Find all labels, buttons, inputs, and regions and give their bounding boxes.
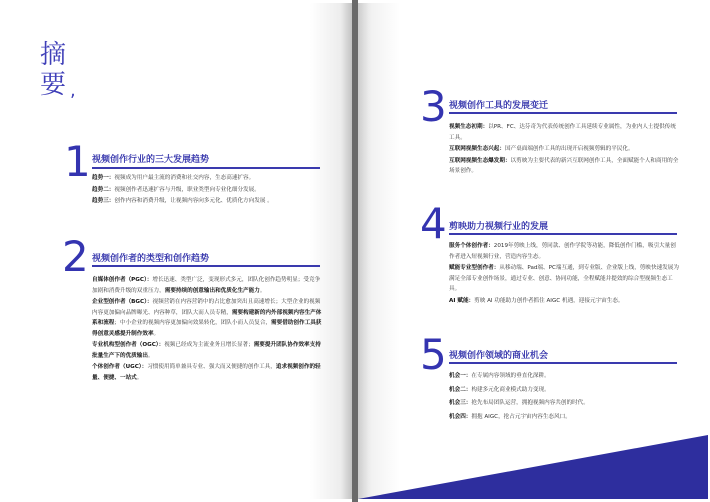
list-item: 自媒体创作者（PGC）：增长迅速、类型广泛，变现形式多元，团队化创作趋势明显；受竞争加剧和消费升级的双重压力，需要持续的创意输出和优质化生产能力。	[92, 277, 321, 294]
list-item: 赋能专业型创作者：从移动端、Pad端、PC端互通，到专业版、企业版上线，剪映快速发展为满足全部专业创作场景，通过专业、创意、协同功能，全程赋能并提效的综合型视频生态工具。	[449, 265, 679, 292]
section-1-rule	[92, 167, 320, 169]
section-5-body	[449, 370, 681, 424]
section-3-body	[449, 122, 681, 178]
spine-shadow-right	[358, 3, 372, 499]
section-1-title: 视频创作行业的三大发展趋势	[92, 155, 210, 165]
section-1-body	[92, 173, 324, 208]
section-4-title: 剪映助力视频行业的发展	[449, 222, 549, 232]
list-item: 个体创作者（UGC）：习惯使用简单兼具专业、强大而又便捷的创作工具，追求视频创作的轻量、便捷、一站式。	[92, 364, 321, 381]
section-2-number: 2	[62, 232, 89, 281]
page-title-char-1: 摘	[40, 40, 68, 70]
list-item: AI 赋能：剪映 AI 功能助力创作者抓住 AIGC 机遇，迎接元宇宙生态。	[449, 297, 624, 304]
section-1-number: 1	[64, 137, 91, 186]
section-2-body	[92, 275, 324, 384]
list-item: 专业机构型创作者（OGC）：视频已经成为主流业务且增长显著；需要提升团队协作效率支持批量生产下的优质输出。	[92, 342, 321, 359]
section-4-number: 4	[420, 199, 447, 248]
page-title-punct: ,	[70, 80, 76, 101]
list-item: 趋势三：创作内容和消费升级，让视频内容向多元化、优质化方向发展 。	[92, 198, 273, 204]
section-5-title: 视频创作领域的商业机会	[449, 351, 549, 361]
section-2-title: 视频创作者的类型和创作趋势	[92, 254, 210, 264]
page-title-char-2: 要	[40, 70, 68, 100]
list-item: 企业型创作者（BGC）：视频营销在内容营销中的占比愈加突出且高速增长；大型企业的视频内容更加偏向品牌曝光、内容种草，团队大而人员专精，需要构建新的内外部视频内容生产体系和流程；中小企业的视频内容更加偏向效果转化，团队小而人员复合，需要借助创作工具获得创意灵感提升制作效率。	[92, 299, 322, 337]
list-item: 机会四：拥抱 AIGC，抢占元宇宙内容生态风口。	[449, 413, 571, 420]
section-5-number: 5	[420, 330, 447, 379]
list-item: 互联网视频生态兴起：国产桌面端创作工具的出现开启视频剪辑的平民化。	[449, 146, 634, 152]
list-item: 机会一：在专属内容领域的垂直化深耕。	[449, 373, 550, 379]
list-item: 趋势一：视频成为用户最主流的消费和社交内容，生态高速扩容。	[92, 175, 255, 181]
list-item: 趋势二：视频创作者迅速扩容与升级，职业类型向专业化细分发展。	[92, 186, 260, 193]
section-4-body	[449, 241, 681, 307]
section-4-rule	[449, 233, 677, 235]
list-item: 视频生态初期：以PR、FC、达芬奇为代表传统创作工具延续专业属性，为业内人士提供传统工具。	[449, 124, 676, 141]
list-item: 服务个体创作者：2019年剪映上线，剪同款、创作学院等功能，降低创作门槛，吸引大量创作者进入短视频行业，营造内容生态。	[449, 243, 676, 260]
section-5-rule	[449, 362, 677, 364]
section-3-rule	[449, 112, 677, 114]
spine-shadow-left	[340, 3, 352, 499]
section-3-title: 视频创作工具的发展变迁	[449, 101, 549, 111]
section-2-rule	[92, 265, 320, 267]
list-item: 互联网视频生态爆发期：以剪映为主要代表的新兴互联网创作工具，全面赋能个人和商用的全场景创作。	[449, 157, 679, 174]
section-3-number: 3	[420, 82, 447, 131]
list-item: 机会三：抢先布局团队运营，拥抱视频内容共创的时代。	[449, 400, 589, 406]
list-item: 机会二：构建多元化商业模式助力变现。	[449, 386, 550, 393]
